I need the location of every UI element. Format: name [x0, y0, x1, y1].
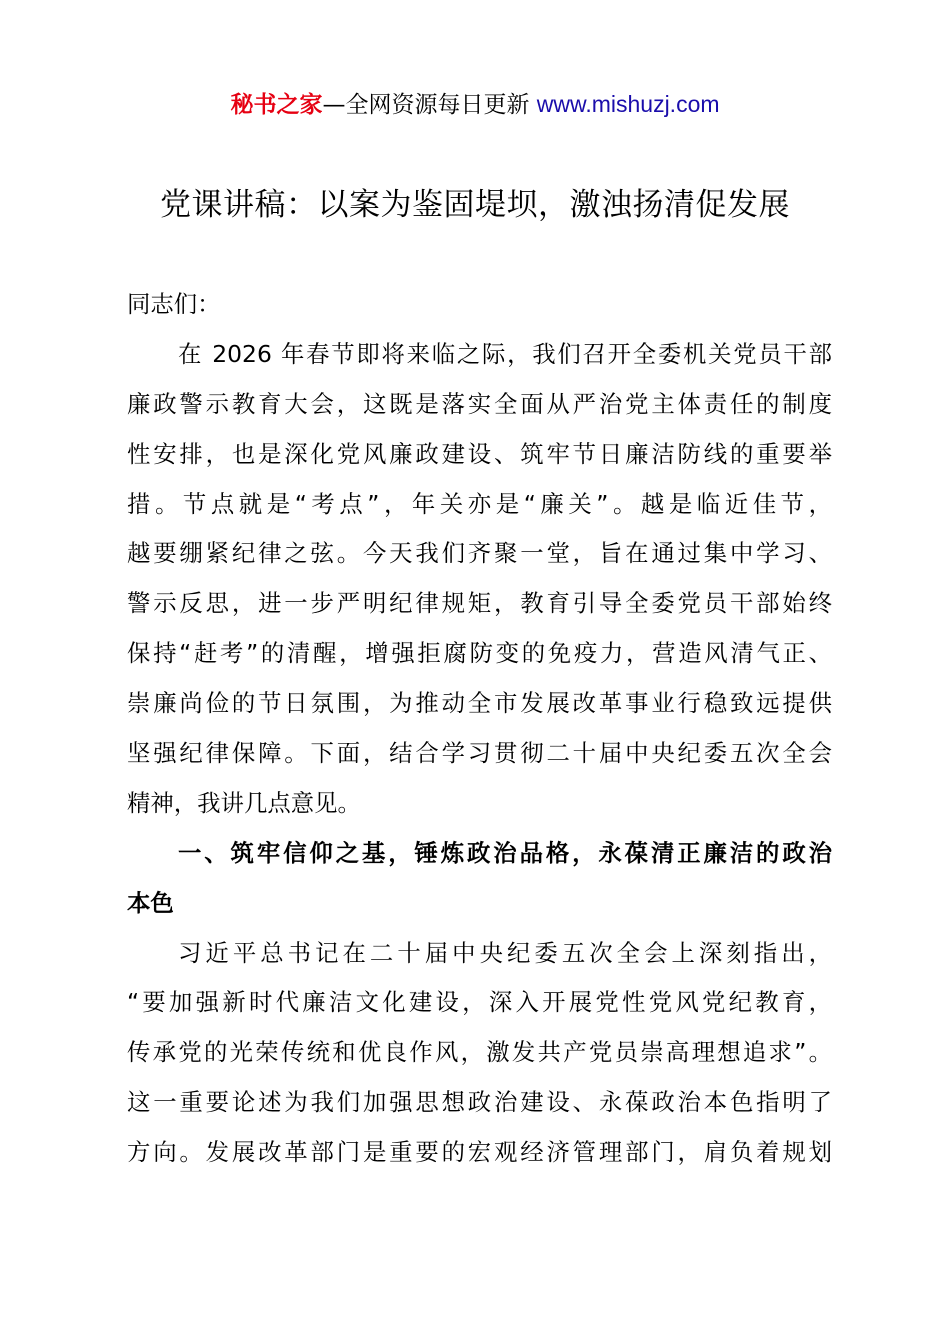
paragraph-line: 措。节点就是“考点”，年关亦是“廉关”。越是临近佳节，	[127, 489, 832, 518]
document-body	[127, 280, 832, 1178]
paragraph-line: 习近平总书记在二十届中央纪委五次全会上深刻指出，	[178, 938, 832, 967]
site-tagline: —全网资源每日更新	[322, 92, 537, 118]
paragraph-line: 在 2026 年春节即将来临之际，我们召开全委机关党员干部	[178, 339, 832, 368]
section-heading-line: 一、筑牢信仰之基，锤炼政治品格，永葆清正廉洁的政治	[178, 838, 832, 867]
paragraph-line: 精神，我讲几点意见。	[127, 788, 361, 817]
site-name: 秘书之家	[230, 92, 323, 118]
paragraph-line: 这一重要论述为我们加强思想政治建设、永葆政治本色指明了	[127, 1088, 832, 1117]
paragraph-line: 越要绷紧纪律之弦。今天我们齐聚一堂，旨在通过集中学习、	[127, 539, 832, 568]
paragraph-line: 保持“赶考”的清醒，增强拒腐防变的免疫力，营造风清气正、	[127, 639, 832, 668]
site-header	[0, 86, 950, 123]
paragraph-line: 崇廉尚俭的节日氛围，为推动全市发展改革事业行稳致远提供	[127, 689, 832, 718]
site-url-link[interactable]: www.mishuzj.com	[536, 91, 720, 117]
section-heading-line: 本色	[127, 888, 174, 917]
paragraph-line: 坚强纪律保障。下面，结合学习贯彻二十届中央纪委五次全会	[127, 739, 832, 768]
paragraph-line: 廉政警示教育大会，这既是落实全面从严治党主体责任的制度	[127, 389, 832, 418]
paragraph-line: 方向。发展改革部门是重要的宏观经济管理部门，肩负着规划	[127, 1138, 832, 1167]
paragraph-line: 警示反思，进一步严明纪律规矩，教育引导全委党员干部始终	[127, 589, 832, 618]
paragraph-line: 传承党的光荣传统和优良作风，激发共产党员崇高理想追求”。	[127, 1038, 832, 1067]
paragraph-line: “要加强新时代廉洁文化建设，深入开展党性党风党纪教育，	[127, 988, 832, 1017]
document-title: 党课讲稿：以案为鉴固堤坝，激浊扬清促发展	[160, 187, 790, 223]
paragraph-line: 性安排，也是深化党风廉政建设、筑牢节日廉洁防线的重要举	[127, 439, 832, 468]
salutation: 同志们：	[127, 290, 221, 318]
